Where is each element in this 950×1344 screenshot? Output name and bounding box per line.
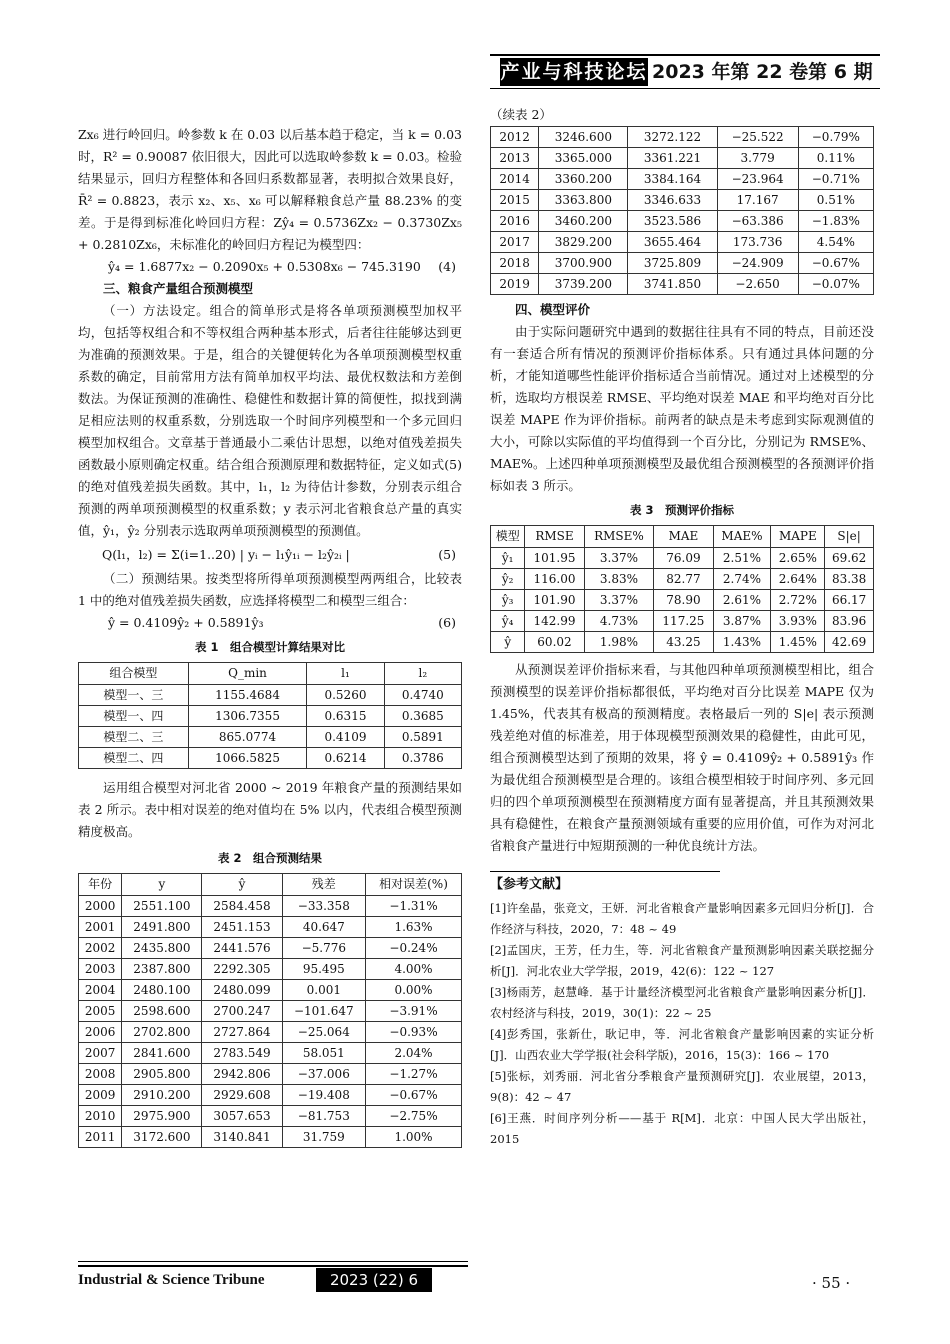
- table-1-row-cell: 0.4109: [307, 727, 384, 748]
- table-1-header: l₁: [307, 663, 384, 685]
- table-2-continued-row-cell: 2016: [491, 211, 539, 232]
- table-2-row: [79, 980, 462, 1001]
- table-2-continued-row-cell: 3346.633: [628, 190, 717, 211]
- paragraph-conclusion: 从预测误差评价指标来看，与其他四种单项预测模型相比，组合预测模型的误差评价指标都很低，平均绝对百分比误差 MAPE 仅为 1.45%，代表其有极高的预测精度。表格最后一列的 S|e| 表示预测残差绝对值的标准差，用于体现模型预测效果的稳健性，由此可见，组合预测模型达到了预期的效果，将 ŷ = 0.4109ŷ₂ + 0.5891ŷ₃ 作为最优组合预测模型是合理的。该组合模型相较于时间序列、多元回归的四个单项预测模型在预测精度方面有显著提高，并且其预测效果具有稳健性，在粮食产量预测领域有重要的应用价值，可作为对河北省粮食产量进行中短期预测的一种优良统计方法。: [490, 662, 874, 853]
- table-2-continued-body: [491, 127, 874, 295]
- table-2-row: [79, 938, 462, 959]
- table-2-row-cell: −81.753: [282, 1106, 365, 1127]
- table-2-continued: [490, 126, 874, 295]
- table-1-row: [79, 727, 462, 748]
- table-2-row-cell: 2.04%: [366, 1043, 462, 1064]
- table-2-row-cell: 2387.800: [122, 959, 202, 980]
- table-2-row-cell: −3.91%: [366, 1001, 462, 1022]
- equation-4: [78, 256, 462, 278]
- table-2-header-row: [79, 874, 462, 896]
- table-1-row-cell: 865.0774: [188, 727, 307, 748]
- table-2-continued-row-cell: 3741.850: [628, 274, 717, 295]
- paragraph-table2-intro: 运用组合模型对河北省 2000 ~ 2019 年粮食产量的预测结果如表 2 所示。表中相对误差的绝对值均在 5% 以内，代表组合模型预测精度极高。: [78, 780, 462, 839]
- table-2-continued-row: [491, 127, 874, 148]
- table-1-header-row: [79, 663, 462, 685]
- table-2-row-cell: 2598.600: [122, 1001, 202, 1022]
- table-1-row-cell: 模型二、三: [79, 727, 189, 748]
- table-2-continued-row-cell: 3700.900: [539, 253, 628, 274]
- table-2-row: [79, 917, 462, 938]
- table-1-row: [79, 685, 462, 706]
- table-3-row-cell: 78.90: [654, 590, 713, 611]
- table-3-row-cell: ŷ₃: [491, 590, 525, 611]
- table-2-row-cell: 2910.200: [122, 1085, 202, 1106]
- table-3-row-cell: 1.98%: [584, 632, 654, 653]
- table-3-row-cell: 1.43%: [713, 632, 771, 653]
- table-3-row-cell: 60.02: [525, 632, 584, 653]
- table-2-row-cell: 2975.900: [122, 1106, 202, 1127]
- table-2-row-cell: 31.759: [282, 1127, 365, 1148]
- equation-6-number: (6): [438, 615, 456, 630]
- table-2-row-cell: 2727.864: [202, 1022, 282, 1043]
- table-2-continued-row-cell: 4.54%: [798, 232, 873, 253]
- table-3-row-cell: 82.77: [654, 569, 713, 590]
- equation-6: [78, 612, 462, 634]
- table-2-row: [79, 1022, 462, 1043]
- table-1-header: Q_min: [188, 663, 307, 685]
- table-2-row-cell: 1.63%: [366, 917, 462, 938]
- table-2-continued-row-cell: 3361.221: [628, 148, 717, 169]
- table-2-row-cell: 3140.841: [202, 1127, 282, 1148]
- table-3-row-cell: 43.25: [654, 632, 713, 653]
- table-3-row-cell: 117.25: [654, 611, 713, 632]
- table-2-continued-row-cell: 2012: [491, 127, 539, 148]
- equation-5: [78, 544, 462, 566]
- equation-4-body: ŷ₄ = 1.6877x₂ − 0.2090x₅ + 0.5308x₆ − 745.3190: [108, 259, 421, 274]
- table-2-row-cell: 0.001: [282, 980, 365, 1001]
- table-2-row-cell: 4.00%: [366, 959, 462, 980]
- table-2-continued-row-cell: −1.83%: [798, 211, 873, 232]
- table-2-row-cell: −33.358: [282, 896, 365, 917]
- header-rule-bottom: [490, 88, 880, 89]
- table-2-continued-row-cell: 3523.586: [628, 211, 717, 232]
- table-2-continued-row-cell: 2019: [491, 274, 539, 295]
- table-2-continued-row-cell: −63.386: [717, 211, 798, 232]
- table-1-header: 组合模型: [79, 663, 189, 685]
- table-2-row-cell: 2480.099: [202, 980, 282, 1001]
- table-3-row-cell: 2.65%: [771, 548, 825, 569]
- table-2-row-cell: 2001: [79, 917, 122, 938]
- footer-rule-top: [78, 1261, 468, 1262]
- table-2-continued-row: [491, 232, 874, 253]
- table-2-row-cell: 1.00%: [366, 1127, 462, 1148]
- table-2-row-cell: −1.31%: [366, 896, 462, 917]
- table-2-continued-row-cell: 3360.200: [539, 169, 628, 190]
- table-2-continued-row-cell: 0.51%: [798, 190, 873, 211]
- footer-rule-bottom: [78, 1265, 468, 1267]
- table-3-row-cell: ŷ₄: [491, 611, 525, 632]
- table-1-header: l₂: [384, 663, 461, 685]
- table-3-row-cell: 2.72%: [771, 590, 825, 611]
- table-3-row-cell: 3.37%: [584, 590, 654, 611]
- table-3-row-cell: ŷ₁: [491, 548, 525, 569]
- paragraph-results: （二）预测结果。按类型将所得单项预测模型两两组合，比较表 1 中的绝对值残差损失函数，应选择将模型二和模型三组合：: [78, 571, 462, 608]
- table-2-row-cell: 2441.576: [202, 938, 282, 959]
- table-2-row-cell: 2702.800: [122, 1022, 202, 1043]
- paragraph-ridge-regression: Zx₆ 进行岭回归。岭参数 k 在 0.03 以后基本趋于稳定，当 k = 0.03 时，R² = 0.90087 依旧很大，因此可以选取岭参数 k = 0.03。检验结果显示，回归方程整体和各回归系数都显著，表明拟合效果良好，R̄² = 0.8823，表示 x₂、x₅、x₆ 可以解释粮食总产量 88.23% 的变差。于是得到标准化岭回归方程：Zŷ₄ = 0.5736Zx₂ − 0.3730Zx₅ + 0.2810Zx₆，未标准化的岭回归方程记为模型四：: [78, 127, 462, 252]
- table-2-row-cell: 2003: [79, 959, 122, 980]
- table-2-row: [79, 1106, 462, 1127]
- issue-label: 2023 年第 22 卷第 6 期: [652, 61, 873, 83]
- table-2-row-cell: 2011: [79, 1127, 122, 1148]
- table-1-row: [79, 748, 462, 769]
- references-rule: [490, 871, 720, 872]
- table-2-row-cell: 95.495: [282, 959, 365, 980]
- table-3-row-cell: 69.62: [825, 548, 874, 569]
- journal-english-title: Industrial & Science Tribune: [78, 1272, 265, 1288]
- table-2-row-cell: 2006: [79, 1022, 122, 1043]
- table-2-row-cell: 0.00%: [366, 980, 462, 1001]
- table-2-row-cell: 3172.600: [122, 1127, 202, 1148]
- table-3-header: RMSE: [525, 526, 584, 548]
- table-2-continued-row-cell: 3363.800: [539, 190, 628, 211]
- table-3-row-cell: 116.00: [525, 569, 584, 590]
- table-2-row-cell: 58.051: [282, 1043, 365, 1064]
- table-3-row-cell: 42.69: [825, 632, 874, 653]
- table-1-row-cell: 1066.5825: [188, 748, 307, 769]
- table-2-row-cell: −25.064: [282, 1022, 365, 1043]
- table-3-row-cell: 2.74%: [713, 569, 771, 590]
- references-list: [490, 898, 874, 1150]
- table-1-row-cell: 0.4740: [384, 685, 461, 706]
- table-2-row-cell: 2929.608: [202, 1085, 282, 1106]
- table-2-row-cell: −0.24%: [366, 938, 462, 959]
- table-2-header: y: [122, 874, 202, 896]
- table-2-header: 年份: [79, 874, 122, 896]
- table-2-continued-row-cell: 2015: [491, 190, 539, 211]
- table-1-row-cell: 0.3685: [384, 706, 461, 727]
- table-3-row-cell: 2.51%: [713, 548, 771, 569]
- table-3-row-cell: 66.17: [825, 590, 874, 611]
- table-2-row-cell: 2435.800: [122, 938, 202, 959]
- table-3-row: [491, 569, 874, 590]
- table-2-row-cell: −2.75%: [366, 1106, 462, 1127]
- table-2-row-cell: 2491.800: [122, 917, 202, 938]
- table-2-continued-row: [491, 274, 874, 295]
- table-2-continued-row-cell: 3460.200: [539, 211, 628, 232]
- equation-4-number: (4): [438, 259, 456, 274]
- table-2-row-cell: −19.408: [282, 1085, 365, 1106]
- table-2-row-cell: 2841.600: [122, 1043, 202, 1064]
- table-2-continued-row-cell: −2.650: [717, 274, 798, 295]
- table-3-row-cell: 2.64%: [771, 569, 825, 590]
- table-2-continued-row: [491, 211, 874, 232]
- table-2-continued-row-cell: 2018: [491, 253, 539, 274]
- table-2-continued-label: （续表 2）: [490, 107, 552, 122]
- table-2-continued-row-cell: −0.07%: [798, 274, 873, 295]
- reference-item: [2]孟国庆，王芳，任力生，等．河北省粮食产量预测影响因素关联挖掘分析[J]．河北农业大学学报，2019，42(6)：122 ~ 127: [490, 943, 874, 978]
- reference-item: [6]王燕．时间序列分析——基于 R[M]．北京：中国人民大学出版社，2015: [490, 1111, 874, 1146]
- table-2-row-cell: 2700.247: [202, 1001, 282, 1022]
- equation-5-number: (5): [438, 547, 456, 562]
- table-2-continued-row-cell: 17.167: [717, 190, 798, 211]
- table-3-row: [491, 632, 874, 653]
- table-1-row-cell: 1155.4684: [188, 685, 307, 706]
- table-2-row-cell: −0.67%: [366, 1085, 462, 1106]
- table-2-row-cell: 2010: [79, 1106, 122, 1127]
- table-1-row: [79, 706, 462, 727]
- table-2-continued-row-cell: 3272.122: [628, 127, 717, 148]
- table-1-row-cell: 0.6214: [307, 748, 384, 769]
- table-3-row: [491, 590, 874, 611]
- table-3-row-cell: 3.83%: [584, 569, 654, 590]
- table-3-row-cell: ŷ: [491, 632, 525, 653]
- table-3-header: MAPE: [771, 526, 825, 548]
- table-2-continued-row-cell: −0.67%: [798, 253, 873, 274]
- table-2: [78, 873, 462, 1148]
- table-1-row-cell: 0.6315: [307, 706, 384, 727]
- table-2-continued-row-cell: −23.964: [717, 169, 798, 190]
- table-3-row-cell: 101.90: [525, 590, 584, 611]
- table-3-row-cell: 76.09: [654, 548, 713, 569]
- table-2-row: [79, 1001, 462, 1022]
- table-2-row-cell: −1.27%: [366, 1064, 462, 1085]
- reference-item: [5]张标，刘秀丽．河北省分季粮食产量预测研究[J]．农业展望，2013，9(8)：42 ~ 47: [490, 1069, 874, 1104]
- table-3-header: MAE%: [713, 526, 771, 548]
- table-1-row-cell: 0.3786: [384, 748, 461, 769]
- table-2-row-cell: 2008: [79, 1064, 122, 1085]
- table-2-row-cell: 2004: [79, 980, 122, 1001]
- table-3-row-cell: 1.45%: [771, 632, 825, 653]
- table-1-row-cell: 模型一、三: [79, 685, 189, 706]
- table-2-continued-row: [491, 148, 874, 169]
- page-number: · 55 ·: [812, 1274, 851, 1292]
- paragraph-evaluation: 由于实际问题研究中遇到的数据往往具有不同的特点，目前还没有一套适合所有情况的预测评价指标体系。只有通过具体问题的分析，才能知道哪些性能评价指标适合当前情况。通过对上述模型的分析，选取均方根误差 RMSE、平均绝对误差 MAE 和平均绝对百分比误差 MAPE 作为评价指标。前两者的缺点是未考虑到实际观测值的大小，可除以实际值的平均值得到一个百分比，分别记为 RMSE%、MAE%。上述四种单项预测模型及最优组合预测模型的各预测评价指标如表 3 所示。: [490, 324, 874, 493]
- table-2-row: [79, 959, 462, 980]
- table-2-row-cell: −5.776: [282, 938, 365, 959]
- table-3-row-cell: ŷ₂: [491, 569, 525, 590]
- table-1-row-cell: 模型一、四: [79, 706, 189, 727]
- table-2-continued-row-cell: 3829.200: [539, 232, 628, 253]
- references-title: 【参考文献】: [490, 877, 569, 892]
- table-3-row: [491, 548, 874, 569]
- right-column: [490, 104, 874, 1150]
- table-2-header: 相对误差(%): [366, 874, 462, 896]
- journal-name-badge: 产业与科技论坛: [500, 58, 648, 86]
- section-4-title: 四、模型评价: [515, 302, 591, 317]
- table-2-continued-row-cell: 3739.200: [539, 274, 628, 295]
- table-2-row-cell: 2905.800: [122, 1064, 202, 1085]
- table-2-row-cell: −101.647: [282, 1001, 365, 1022]
- table-2-continued-row: [491, 169, 874, 190]
- table-2-continued-row-cell: −24.909: [717, 253, 798, 274]
- table-3-header: RMSE%: [584, 526, 654, 548]
- table-2-continued-row-cell: 2014: [491, 169, 539, 190]
- table-2-row-cell: 2005: [79, 1001, 122, 1022]
- table-2-row-cell: −37.006: [282, 1064, 365, 1085]
- table-2-continued-row: [491, 190, 874, 211]
- table-2-continued-row-cell: 173.736: [717, 232, 798, 253]
- table-2-continued-row-cell: 3655.464: [628, 232, 717, 253]
- table-3-row-cell: 101.95: [525, 548, 584, 569]
- table-3-header: MAE: [654, 526, 713, 548]
- table-3: [490, 525, 874, 653]
- table-2-row-cell: 2783.549: [202, 1043, 282, 1064]
- table-2-body: [79, 896, 462, 1148]
- equation-5-body: Q(l₁，l₂) = Σ(i=1..20) | yᵢ − l₁ŷ₁ᵢ − l₂ŷ₂ᵢ |: [102, 547, 350, 562]
- footer-issue-badge: 2023 (22) 6: [316, 1268, 432, 1292]
- table-2-caption: 表 2 组合预测结果: [217, 851, 322, 865]
- table-2-continued-row-cell: 3.779: [717, 148, 798, 169]
- table-2-continued-row-cell: 3384.164: [628, 169, 717, 190]
- left-column: [78, 124, 462, 1148]
- table-3-row-cell: 83.96: [825, 611, 874, 632]
- reference-item: [1]许垒晶，张竞文，王妍．河北省粮食产量影响因素多元回归分析[J]．合作经济与科技，2020，7：48 ~ 49: [490, 901, 874, 936]
- table-2-continued-row-cell: 3365.000: [539, 148, 628, 169]
- table-3-row-cell: 3.93%: [771, 611, 825, 632]
- table-3-row-cell: 2.61%: [713, 590, 771, 611]
- table-3-row-cell: 142.99: [525, 611, 584, 632]
- reference-item: [4]彭秀国，张新仕，耿记申，等．河北省粮食产量影响因素的实证分析[J]．山西农业大学学报(社会科学版)，2016，15(3)：166 ~ 170: [490, 1027, 874, 1062]
- table-2-row-cell: 40.647: [282, 917, 365, 938]
- table-2-row-cell: 2451.153: [202, 917, 282, 938]
- table-3-body: [491, 548, 874, 653]
- table-2-continued-row-cell: 3246.600: [539, 127, 628, 148]
- paragraph-method: （一）方法设定。组合的简单形式是将各单项预测模型加权平均，包括等权组合和不等权组合两种基本形式，后者往往能够达到更为准确的预测效果。于是，组合的关键便转化为各单项预测模型权重系数的确定，目前常用方法有简单加权平均法、最优权数法和方差倒数法。为保证预测的准确性、稳健性和数据计算的简便性，拟找到满足相应法则的权重系数，分别选取一个时间序列模型和一个多元回归模型加权组合。文章基于普通最小二乘估计思想，以绝对值残差损失函数最小原则确定权重。结合组合预测原理和数据特征，定义如式(5)的绝对值残差损失函数。其中，l₁，l₂ 为待估计参数，分别表示组合预测的两单项预测模型的权重系数；y 表示河北省粮食总产量的真实值，ŷ₁，ŷ₂ 分别表示选取两单项预测模型的预测值。: [78, 303, 462, 538]
- table-2-continued-row-cell: −0.71%: [798, 169, 873, 190]
- equation-6-body: ŷ = 0.4109ŷ₂ + 0.5891ŷ₃: [108, 615, 264, 630]
- table-3-row: [491, 611, 874, 632]
- table-3-caption: 表 3 预测评价指标: [629, 503, 734, 517]
- table-2-row-cell: 2007: [79, 1043, 122, 1064]
- table-2-header: 残差: [282, 874, 365, 896]
- table-1: [78, 662, 462, 769]
- table-1-row-cell: 0.5891: [384, 727, 461, 748]
- table-1-row-cell: 模型二、四: [79, 748, 189, 769]
- table-2-row-cell: 2000: [79, 896, 122, 917]
- table-1-row-cell: 1306.7355: [188, 706, 307, 727]
- header-rule-top: [490, 54, 880, 56]
- table-2-continued-row-cell: −0.79%: [798, 127, 873, 148]
- table-2-row-cell: 2480.100: [122, 980, 202, 1001]
- table-3-header: S|e|: [825, 526, 874, 548]
- table-2-row: [79, 1127, 462, 1148]
- table-2-continued-row-cell: −25.522: [717, 127, 798, 148]
- table-2-row: [79, 1064, 462, 1085]
- table-3-row-cell: 83.38: [825, 569, 874, 590]
- table-2-row-cell: 3057.653: [202, 1106, 282, 1127]
- table-2-continued-row-cell: 2013: [491, 148, 539, 169]
- table-2-row: [79, 1043, 462, 1064]
- table-3-header: 模型: [491, 526, 525, 548]
- table-2-row-cell: 2584.458: [202, 896, 282, 917]
- table-2-header: ŷ: [202, 874, 282, 896]
- table-3-row-cell: 4.73%: [584, 611, 654, 632]
- table-2-continued-row-cell: 3725.809: [628, 253, 717, 274]
- table-3-header-row: [491, 526, 874, 548]
- table-1-row-cell: 0.5260: [307, 685, 384, 706]
- table-2-row-cell: 2942.806: [202, 1064, 282, 1085]
- reference-item: [3]杨雨芳，赵慧峰．基于计量经济模型河北省粮食产量影响因素分析[J]．农村经济与科技，2019，30(1)：22 ~ 25: [490, 985, 874, 1020]
- table-2-row-cell: 2551.100: [122, 896, 202, 917]
- table-1-caption: 表 1 组合模型计算结果对比: [194, 640, 345, 654]
- table-2-continued-row-cell: 2017: [491, 232, 539, 253]
- table-2-row-cell: −0.93%: [366, 1022, 462, 1043]
- table-1-body: [79, 685, 462, 769]
- table-3-row-cell: 3.37%: [584, 548, 654, 569]
- table-2-row: [79, 1085, 462, 1106]
- table-2-continued-row: [491, 253, 874, 274]
- table-2-row: [79, 896, 462, 917]
- table-2-continued-row-cell: 0.11%: [798, 148, 873, 169]
- table-3-row-cell: 3.87%: [713, 611, 771, 632]
- section-3-title: 三、粮食产量组合预测模型: [103, 281, 254, 296]
- table-2-row-cell: 2009: [79, 1085, 122, 1106]
- table-2-row-cell: 2002: [79, 938, 122, 959]
- table-2-row-cell: 2292.305: [202, 959, 282, 980]
